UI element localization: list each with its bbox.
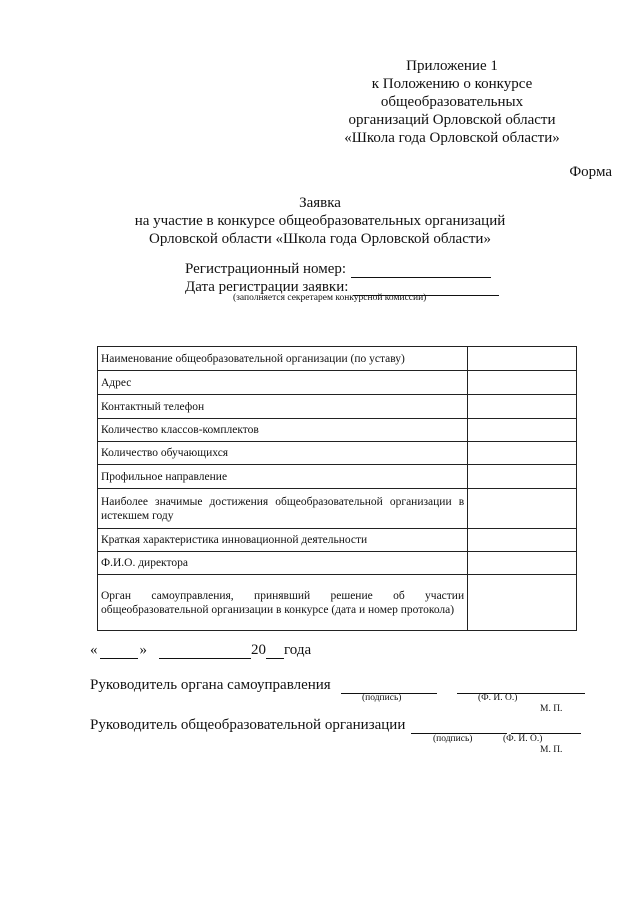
date-line: [90, 642, 311, 659]
self-gov-signature-row: [90, 677, 585, 694]
table-row: [98, 419, 577, 442]
row-value[interactable]: [468, 347, 577, 371]
table-row: [98, 489, 577, 529]
appendix-line: «Школа года Орловской области»: [344, 130, 560, 146]
org-head-signature-field[interactable]: [411, 719, 507, 734]
self-gov-name-field[interactable]: [457, 679, 585, 694]
self-gov-name-caption: (Ф. И. О.): [478, 693, 518, 703]
document-title: [0, 194, 640, 248]
appendix-line: организаций Орловской области: [348, 112, 556, 128]
form-label: Форма: [569, 164, 612, 180]
month-field[interactable]: [159, 644, 251, 659]
appendix-line: общеобразовательных: [380, 94, 524, 110]
table-row: [98, 371, 577, 395]
title-line: Заявка: [299, 195, 341, 211]
row-label: Адрес: [98, 371, 468, 395]
appendix-line: к Положению о конкурсе: [371, 76, 533, 92]
table-row: [98, 529, 577, 552]
row-label: Профильное направление: [98, 465, 468, 489]
title-line: Орловской области «Школа года Орловской области»: [149, 231, 491, 247]
row-value[interactable]: [468, 371, 577, 395]
date-close-quote: »: [139, 642, 147, 658]
table-row: [98, 347, 577, 371]
table-row: [98, 552, 577, 575]
row-value[interactable]: [468, 465, 577, 489]
row-label: Наименование общеобразовательной организации (по уставу): [98, 347, 468, 371]
row-value[interactable]: [468, 489, 577, 529]
row-label: Количество обучающихся: [98, 442, 468, 465]
table-row: [98, 575, 577, 631]
self-gov-signature-field[interactable]: [341, 679, 437, 694]
row-value[interactable]: [468, 575, 577, 631]
row-label: Количество классов-комплектов: [98, 419, 468, 442]
self-gov-signature-caption: (подпись): [362, 693, 402, 703]
org-head-name-field[interactable]: [511, 719, 581, 734]
year-suffix: года: [284, 642, 312, 658]
org-head-signature-caption: (подпись): [433, 734, 473, 744]
org-head-label: Руководитель общеобразовательной организации: [90, 717, 406, 733]
row-label: Краткая характеристика инновационной деятельности: [98, 529, 468, 552]
org-head-stamp: М. П.: [540, 745, 563, 755]
appendix-line: Приложение 1: [406, 58, 498, 74]
row-label: Контактный телефон: [98, 395, 468, 419]
registration-number-row: [185, 260, 499, 278]
registration-date-label: Дата регистрации заявки:: [185, 279, 349, 295]
row-value[interactable]: [468, 552, 577, 575]
registration-number-field[interactable]: [351, 263, 491, 278]
row-value[interactable]: [468, 419, 577, 442]
self-gov-stamp: М. П.: [540, 704, 563, 714]
registration-number-label: Регистрационный номер:: [185, 261, 347, 277]
appendix-header: [322, 57, 582, 147]
day-field[interactable]: [100, 644, 138, 659]
registration-note: (заполняется секретарем конкурсной комиссии): [233, 293, 427, 303]
table-row: [98, 465, 577, 489]
application-table: [97, 346, 577, 631]
org-head-name-caption: (Ф. И. О.): [503, 734, 543, 744]
title-line: на участие в конкурсе общеобразовательных организаций: [134, 213, 506, 229]
registration-block: [185, 260, 499, 296]
year-field[interactable]: [266, 644, 284, 659]
table-row: [98, 442, 577, 465]
row-label: Наиболее значимые достижения общеобразовательной организации в истекшем году: [98, 489, 468, 529]
date-open-quote: «: [90, 642, 98, 658]
row-label: Ф.И.О. директора: [98, 552, 468, 575]
self-gov-head-label: Руководитель органа самоуправления: [90, 677, 331, 693]
row-value[interactable]: [468, 395, 577, 419]
row-label: Орган самоуправления, принявший решение об участии общеобразовательной организации в конкурсе (дата и номер протокола): [98, 575, 468, 631]
row-value[interactable]: [468, 529, 577, 552]
org-head-signature-row: [90, 717, 581, 734]
table-row: [98, 395, 577, 419]
row-value[interactable]: [468, 442, 577, 465]
year-prefix: 20: [251, 642, 266, 658]
